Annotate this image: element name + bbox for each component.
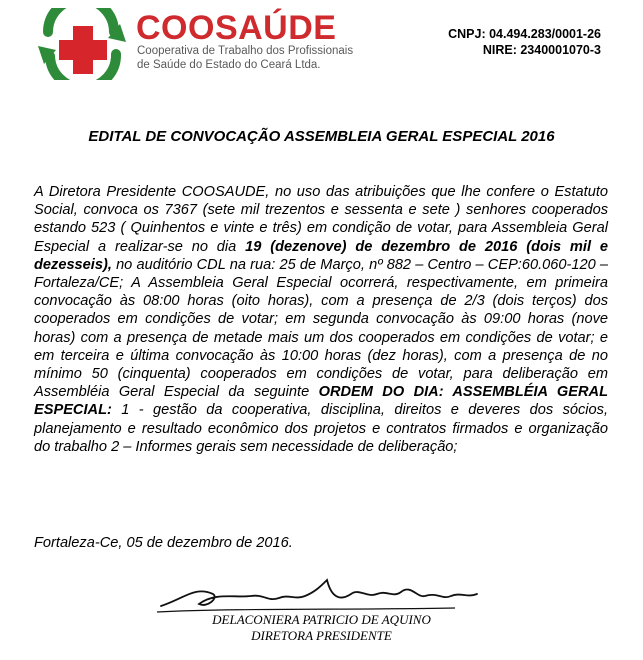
signer-role: DIRETORA PRESIDENTE <box>251 628 392 643</box>
document-title: EDITAL DE CONVOCAÇÃO ASSEMBLEIA GERAL ESPECIAL 2016 <box>88 128 555 145</box>
brand-subtitle <box>137 44 353 72</box>
brand-subtitle-line1: Cooperativa de Trabalho dos Profissionais <box>137 45 354 57</box>
place-date: Fortaleza-Ce, 05 de dezembro de 2016. <box>34 535 293 551</box>
convocation-body <box>34 183 608 456</box>
brand-subtitle-line2: de Saúde do Estado do Ceará Ltda. <box>137 59 321 71</box>
brand-name: COOSAÚDE <box>136 9 337 47</box>
registration-info <box>448 26 601 58</box>
cnpj: CNPJ: 04.494.283/0001-26 <box>448 27 601 41</box>
nire: NIRE: 2340001070-3 <box>482 43 601 57</box>
signer-name: DELACONIERA PATRICIO DE AQUINO <box>212 612 431 627</box>
agenda-heading: ORDEM DO DIA: ASSEMBLÉIA GERAL ESPECIAL: <box>34 384 608 419</box>
body-part-1: A Diretora Presidente COOSAUDE, no uso das atribuições que lhe confere o Estatuto Social, convoca os 7367 (sete mil trezentos e sessenta e sete ) senhores cooperados estando 523 ( Quinhentos e vinte e três) em condição de votar, para Assembleia Geral Especial a realizar-se no dia <box>34 184 608 255</box>
body-part-2: no auditório CDL na rua: 25 de Março, nº 882 – Centro – CEP:60.060-120 – Fortaleza/CE; A Assembleia Geral Especial ocorrerá, respectivamente, em primeira convocação às 08:00 horas (oito horas), com a presença de 2/3 (dois terços) dos cooperados em condições de votar; em segunda convocação às 09:00 horas (nove horas) com a presença de metade mais um dos cooperados em condições de votar; e em terceira e última convocação às 10:00 horas (dez horas), com a presença de no mínimo 50 (cinquenta) cooperados em condições de votar, para deliberação em Assembléia Geral Especial da seguinte <box>34 256 608 401</box>
assembly-date: 19 (dezenove) de dezembro de 2016 (dois mil e dezesseis), <box>34 238 608 273</box>
coosaude-logo <box>34 8 134 80</box>
body-part-3: 1 - gestão da cooperativa, disciplina, direitos e deveres dos sócios, planejamento e resultado econômico dos projetos e contratos firmados e organização do trabalho 2 – Informes gerais sem necessidade de deliberação; <box>34 402 608 455</box>
